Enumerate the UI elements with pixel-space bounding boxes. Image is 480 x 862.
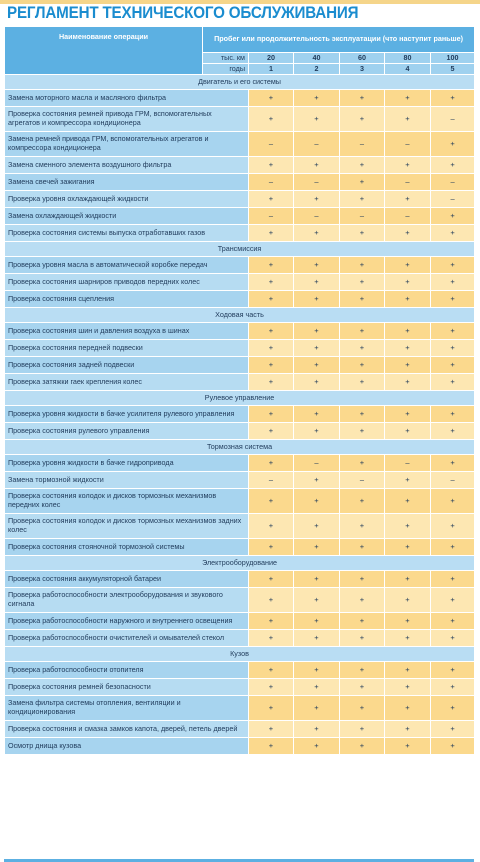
operation-name: Проверка состояния и смазка замков капота, дверей, петель дверей bbox=[5, 721, 249, 738]
operation-name: Проверка состояния передней подвески bbox=[5, 340, 249, 357]
interval-mark: + bbox=[294, 423, 340, 440]
interval-mark: – bbox=[294, 132, 340, 157]
table-row bbox=[5, 514, 475, 539]
interval-mark: + bbox=[385, 323, 431, 340]
operation-name: Проверка состояния задней подвески bbox=[5, 357, 249, 374]
interval-mark: – bbox=[249, 208, 294, 225]
interval-mark: + bbox=[249, 696, 294, 721]
interval-mark: + bbox=[385, 191, 431, 208]
table-row bbox=[5, 662, 475, 679]
operation-name: Проверка работоспособности очистителей и омывателей стекол bbox=[5, 630, 249, 647]
interval-mark: + bbox=[294, 539, 340, 556]
table-row bbox=[5, 571, 475, 588]
operation-name: Проверка работоспособности электрооборудования и звукового сигнала bbox=[5, 588, 249, 613]
interval-mark: + bbox=[431, 539, 475, 556]
year-header-cell: 3 bbox=[340, 64, 385, 75]
operation-name: Проверка уровня жидкости в бачке гидропривода bbox=[5, 455, 249, 472]
interval-mark: + bbox=[385, 406, 431, 423]
interval-mark: + bbox=[340, 679, 385, 696]
interval-mark: + bbox=[340, 423, 385, 440]
interval-mark: + bbox=[431, 225, 475, 242]
interval-mark: + bbox=[385, 613, 431, 630]
interval-mark: + bbox=[431, 514, 475, 539]
km-header-cell: 80 bbox=[385, 53, 431, 64]
operation-name: Проверка состояния рулевого управления bbox=[5, 423, 249, 440]
year-header-cell: 1 bbox=[249, 64, 294, 75]
table-row bbox=[5, 191, 475, 208]
operation-name: Проверка состояния шарниров приводов передних колес bbox=[5, 274, 249, 291]
interval-mark: + bbox=[385, 225, 431, 242]
operation-name: Проверка уровня масла в автоматической коробке передач bbox=[5, 257, 249, 274]
interval-mark: + bbox=[340, 630, 385, 647]
interval-mark: + bbox=[340, 514, 385, 539]
interval-mark: – bbox=[340, 472, 385, 489]
interval-mark: + bbox=[340, 588, 385, 613]
interval-mark: + bbox=[431, 423, 475, 440]
operation-name: Замена свечей зажигания bbox=[5, 174, 249, 191]
section-title: Тормозная система bbox=[5, 440, 475, 455]
interval-mark: + bbox=[385, 679, 431, 696]
table-row bbox=[5, 132, 475, 157]
interval-mark: + bbox=[340, 406, 385, 423]
interval-mark: + bbox=[340, 323, 385, 340]
section-row bbox=[5, 440, 475, 455]
operation-name: Проверка уровня охлаждающей жидкости bbox=[5, 191, 249, 208]
interval-mark: + bbox=[249, 225, 294, 242]
interval-mark: + bbox=[431, 679, 475, 696]
interval-mark: + bbox=[431, 208, 475, 225]
interval-mark: + bbox=[340, 157, 385, 174]
interval-mark: – bbox=[385, 455, 431, 472]
year-header-cell: 5 bbox=[431, 64, 475, 75]
year-header-cell: 4 bbox=[385, 64, 431, 75]
interval-mark: + bbox=[431, 357, 475, 374]
operation-name: Проверка состояния шин и давления воздуха в шинах bbox=[5, 323, 249, 340]
table-row bbox=[5, 696, 475, 721]
interval-mark: + bbox=[294, 613, 340, 630]
interval-mark: + bbox=[385, 107, 431, 132]
operation-name: Замена тормозной жидкости bbox=[5, 472, 249, 489]
interval-mark: + bbox=[385, 738, 431, 755]
table-row bbox=[5, 374, 475, 391]
interval-mark: + bbox=[294, 157, 340, 174]
interval-mark: + bbox=[431, 738, 475, 755]
interval-mark: + bbox=[249, 662, 294, 679]
interval-mark: – bbox=[385, 208, 431, 225]
mileage-column-header: Пробег или продолжительность эксплуатации (что наступит раньше) bbox=[203, 27, 475, 53]
interval-mark: – bbox=[340, 132, 385, 157]
interval-mark: + bbox=[340, 357, 385, 374]
interval-mark: + bbox=[340, 274, 385, 291]
interval-mark: + bbox=[249, 588, 294, 613]
interval-mark: + bbox=[249, 257, 294, 274]
interval-mark: + bbox=[385, 291, 431, 308]
interval-mark: + bbox=[385, 274, 431, 291]
interval-mark: + bbox=[340, 662, 385, 679]
interval-mark: + bbox=[294, 107, 340, 132]
interval-mark: + bbox=[340, 291, 385, 308]
interval-mark: – bbox=[249, 472, 294, 489]
interval-mark: + bbox=[385, 472, 431, 489]
interval-mark: + bbox=[385, 571, 431, 588]
interval-mark: + bbox=[385, 340, 431, 357]
interval-mark: + bbox=[431, 662, 475, 679]
interval-mark: + bbox=[249, 423, 294, 440]
interval-mark: + bbox=[249, 514, 294, 539]
year-header-cell: 2 bbox=[294, 64, 340, 75]
operation-name: Проверка состояния стояночной тормозной системы bbox=[5, 539, 249, 556]
table-row bbox=[5, 357, 475, 374]
operation-name: Проверка состояния системы выпуска отработавших газов bbox=[5, 225, 249, 242]
interval-mark: + bbox=[385, 157, 431, 174]
interval-mark: – bbox=[385, 132, 431, 157]
section-row bbox=[5, 556, 475, 571]
interval-mark: + bbox=[340, 721, 385, 738]
table-row bbox=[5, 738, 475, 755]
table-row bbox=[5, 721, 475, 738]
interval-mark: + bbox=[249, 274, 294, 291]
interval-mark: + bbox=[249, 679, 294, 696]
operation-name: Проверка затяжки гаек крепления колес bbox=[5, 374, 249, 391]
interval-mark: + bbox=[249, 157, 294, 174]
interval-mark: + bbox=[249, 721, 294, 738]
interval-mark: + bbox=[385, 588, 431, 613]
interval-mark: – bbox=[249, 174, 294, 191]
table-row bbox=[5, 613, 475, 630]
interval-mark: + bbox=[340, 107, 385, 132]
interval-mark: + bbox=[385, 721, 431, 738]
table-row bbox=[5, 157, 475, 174]
interval-mark: + bbox=[385, 489, 431, 514]
maintenance-table bbox=[4, 26, 475, 755]
interval-mark: + bbox=[249, 406, 294, 423]
operation-name: Проверка состояния колодок и дисков тормозных механизмов задних колес bbox=[5, 514, 249, 539]
interval-mark: + bbox=[294, 630, 340, 647]
interval-mark: + bbox=[294, 357, 340, 374]
interval-mark: + bbox=[431, 455, 475, 472]
table-row bbox=[5, 225, 475, 242]
interval-mark: – bbox=[431, 174, 475, 191]
table-row bbox=[5, 90, 475, 107]
interval-mark: + bbox=[385, 257, 431, 274]
interval-mark: + bbox=[431, 323, 475, 340]
years-label: годы bbox=[203, 64, 249, 75]
interval-mark: + bbox=[431, 291, 475, 308]
interval-mark: + bbox=[249, 571, 294, 588]
interval-mark: + bbox=[249, 539, 294, 556]
operation-name: Проверка состояния ремней привода ГРМ, вспомогательных агрегатов и компрессора кондиционера bbox=[5, 107, 249, 132]
table-row bbox=[5, 323, 475, 340]
operation-name: Замена охлаждающей жидкости bbox=[5, 208, 249, 225]
section-row bbox=[5, 308, 475, 323]
operation-name: Проверка состояния колодок и дисков тормозных механизмов передних колес bbox=[5, 489, 249, 514]
interval-mark: + bbox=[340, 571, 385, 588]
interval-mark: + bbox=[431, 257, 475, 274]
km-header-cell: 60 bbox=[340, 53, 385, 64]
km-header-cell: 20 bbox=[249, 53, 294, 64]
interval-mark: + bbox=[294, 489, 340, 514]
interval-mark: + bbox=[294, 721, 340, 738]
interval-mark: + bbox=[294, 374, 340, 391]
section-title: Кузов bbox=[5, 647, 475, 662]
interval-mark: + bbox=[340, 257, 385, 274]
interval-mark: + bbox=[340, 489, 385, 514]
interval-mark: + bbox=[340, 613, 385, 630]
operation-name: Проверка работоспособности отопителя bbox=[5, 662, 249, 679]
interval-mark: + bbox=[431, 90, 475, 107]
interval-mark: + bbox=[294, 406, 340, 423]
interval-mark: + bbox=[249, 613, 294, 630]
interval-mark: + bbox=[249, 323, 294, 340]
table-row bbox=[5, 539, 475, 556]
interval-mark: + bbox=[294, 225, 340, 242]
interval-mark: + bbox=[340, 174, 385, 191]
interval-mark: + bbox=[340, 696, 385, 721]
interval-mark: + bbox=[294, 191, 340, 208]
interval-mark: + bbox=[294, 662, 340, 679]
section-title: Рулевое управление bbox=[5, 391, 475, 406]
interval-mark: + bbox=[294, 571, 340, 588]
interval-mark: + bbox=[249, 630, 294, 647]
interval-mark: + bbox=[249, 738, 294, 755]
interval-mark: + bbox=[294, 696, 340, 721]
interval-mark: + bbox=[385, 630, 431, 647]
interval-mark: + bbox=[249, 107, 294, 132]
interval-mark: + bbox=[249, 357, 294, 374]
section-row bbox=[5, 647, 475, 662]
interval-mark: + bbox=[431, 613, 475, 630]
interval-mark: + bbox=[431, 721, 475, 738]
interval-mark: + bbox=[340, 90, 385, 107]
interval-mark: + bbox=[431, 489, 475, 514]
interval-mark: – bbox=[294, 208, 340, 225]
interval-mark: + bbox=[249, 191, 294, 208]
interval-mark: + bbox=[294, 274, 340, 291]
interval-mark: + bbox=[294, 679, 340, 696]
interval-mark: + bbox=[249, 489, 294, 514]
interval-mark: + bbox=[294, 90, 340, 107]
operation-column-header: Наименование операции bbox=[5, 27, 203, 75]
operation-name: Проверка уровня жидкости в бачке усилителя рулевого управления bbox=[5, 406, 249, 423]
interval-mark: + bbox=[431, 588, 475, 613]
interval-mark: + bbox=[431, 340, 475, 357]
table-row bbox=[5, 208, 475, 225]
operation-name: Замена сменного элемента воздушного фильтра bbox=[5, 157, 249, 174]
interval-mark: + bbox=[340, 374, 385, 391]
interval-mark: + bbox=[385, 696, 431, 721]
interval-mark: + bbox=[431, 630, 475, 647]
interval-mark: + bbox=[385, 357, 431, 374]
interval-mark: + bbox=[385, 514, 431, 539]
interval-mark: – bbox=[431, 472, 475, 489]
section-row bbox=[5, 75, 475, 90]
interval-mark: – bbox=[431, 107, 475, 132]
operation-name: Замена моторного масла и масляного фильтра bbox=[5, 90, 249, 107]
section-title: Трансмиссия bbox=[5, 242, 475, 257]
interval-mark: + bbox=[249, 374, 294, 391]
operation-name: Проверка состояния ремней безопасности bbox=[5, 679, 249, 696]
section-row bbox=[5, 391, 475, 406]
interval-mark: – bbox=[385, 174, 431, 191]
interval-mark: + bbox=[294, 514, 340, 539]
interval-mark: + bbox=[249, 291, 294, 308]
table-row bbox=[5, 291, 475, 308]
interval-mark: + bbox=[249, 90, 294, 107]
interval-mark: + bbox=[294, 323, 340, 340]
interval-mark: + bbox=[249, 340, 294, 357]
interval-mark: – bbox=[431, 191, 475, 208]
interval-mark: + bbox=[431, 696, 475, 721]
interval-mark: + bbox=[340, 539, 385, 556]
interval-mark: + bbox=[340, 455, 385, 472]
operation-name: Проверка работоспособности наружного и внутреннего освещения bbox=[5, 613, 249, 630]
interval-mark: – bbox=[340, 208, 385, 225]
table-row bbox=[5, 107, 475, 132]
interval-mark: + bbox=[294, 588, 340, 613]
operation-name: Осмотр днища кузова bbox=[5, 738, 249, 755]
interval-mark: + bbox=[385, 423, 431, 440]
table-row bbox=[5, 472, 475, 489]
interval-mark: + bbox=[340, 191, 385, 208]
km-header-cell: 40 bbox=[294, 53, 340, 64]
interval-mark: + bbox=[431, 571, 475, 588]
table-row bbox=[5, 588, 475, 613]
operation-name: Замена ремней привода ГРМ, вспомогательных агрегатов и компрессора кондиционера bbox=[5, 132, 249, 157]
section-title: Электрооборудование bbox=[5, 556, 475, 571]
table-row bbox=[5, 174, 475, 191]
section-title: Ходовая часть bbox=[5, 308, 475, 323]
operation-name: Проверка состояния сцепления bbox=[5, 291, 249, 308]
interval-mark: – bbox=[294, 455, 340, 472]
interval-mark: + bbox=[340, 738, 385, 755]
table-row bbox=[5, 340, 475, 357]
table-row bbox=[5, 679, 475, 696]
interval-mark: + bbox=[431, 274, 475, 291]
km-label: тыс. км bbox=[203, 53, 249, 64]
table-row bbox=[5, 423, 475, 440]
interval-mark: + bbox=[294, 738, 340, 755]
interval-mark: + bbox=[431, 132, 475, 157]
interval-mark: + bbox=[431, 406, 475, 423]
interval-mark: + bbox=[385, 374, 431, 391]
section-title: Двигатель и его системы bbox=[5, 75, 475, 90]
interval-mark: + bbox=[431, 374, 475, 391]
interval-mark: + bbox=[294, 472, 340, 489]
interval-mark: + bbox=[294, 340, 340, 357]
table-row bbox=[5, 406, 475, 423]
interval-mark: + bbox=[431, 157, 475, 174]
interval-mark: – bbox=[294, 174, 340, 191]
interval-mark: + bbox=[385, 90, 431, 107]
operation-name: Замена фильтра системы отопления, вентиляции и кондиционирования bbox=[5, 696, 249, 721]
page-title: РЕГЛАМЕНТ ТЕХНИЧЕСКОГО ОБСЛУЖИВАНИЯ bbox=[7, 4, 359, 22]
table-row bbox=[5, 274, 475, 291]
interval-mark: + bbox=[340, 225, 385, 242]
table-row bbox=[5, 455, 475, 472]
interval-mark: + bbox=[294, 291, 340, 308]
interval-mark: + bbox=[249, 455, 294, 472]
interval-mark: + bbox=[340, 340, 385, 357]
interval-mark: + bbox=[294, 257, 340, 274]
interval-mark: – bbox=[249, 132, 294, 157]
interval-mark: + bbox=[385, 539, 431, 556]
table-row bbox=[5, 630, 475, 647]
km-header-cell: 100 bbox=[431, 53, 475, 64]
table-row bbox=[5, 257, 475, 274]
interval-mark: + bbox=[385, 662, 431, 679]
table-row bbox=[5, 489, 475, 514]
operation-name: Проверка состояния аккумуляторной батареи bbox=[5, 571, 249, 588]
section-row bbox=[5, 242, 475, 257]
